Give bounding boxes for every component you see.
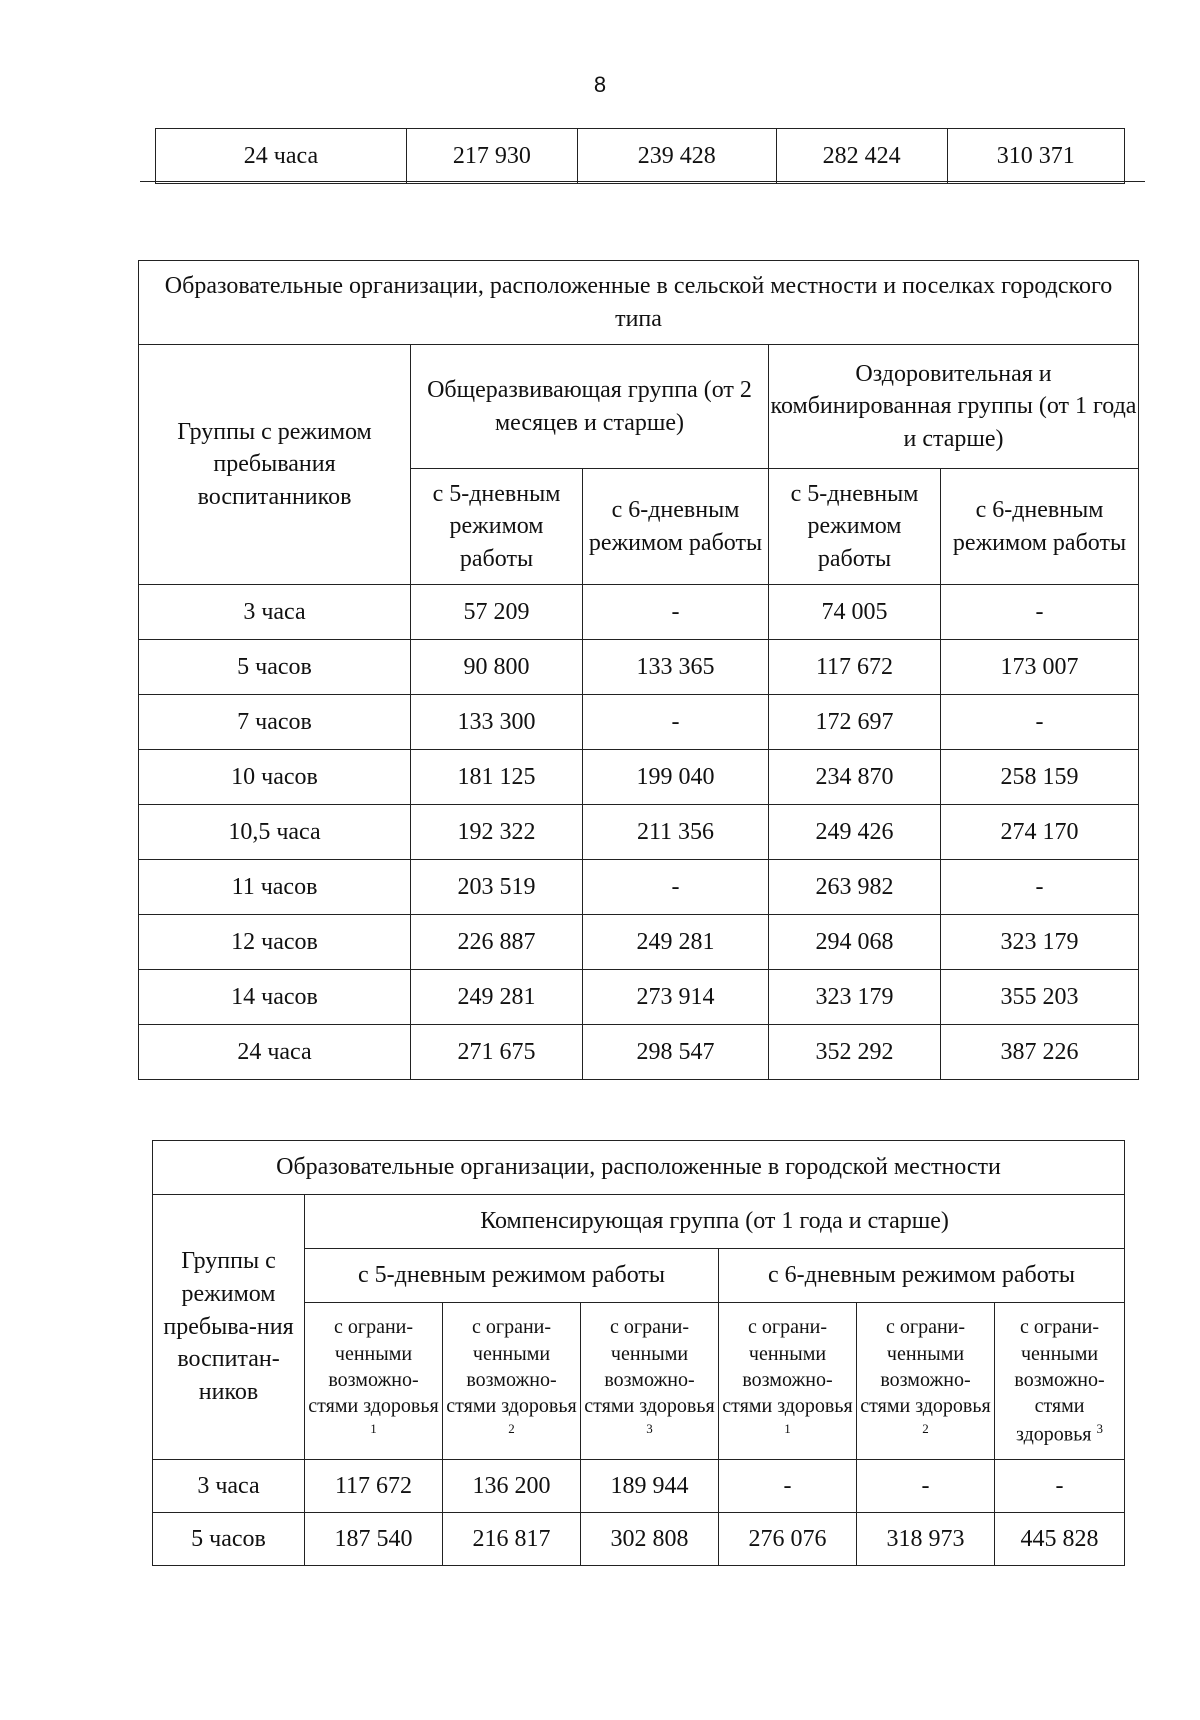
table-cell: 74 005: [769, 585, 941, 640]
footnote-mark: 2: [508, 1420, 515, 1436]
row-label: 7 часов: [139, 695, 411, 750]
sub-header: [719, 1303, 857, 1460]
mode-header: с 5-дневным режимом работы: [305, 1249, 719, 1303]
table-cell: 90 800: [411, 640, 583, 695]
table-cell: 323 179: [941, 915, 1139, 970]
table-cell: 226 887: [411, 915, 583, 970]
footnote-mark: 1: [370, 1420, 377, 1436]
footnote-mark: 1: [784, 1420, 791, 1436]
table-cell: -: [583, 860, 769, 915]
table-cell: 318 973: [857, 1513, 995, 1566]
table-cell: 274 170: [941, 805, 1139, 860]
table-cell: 172 697: [769, 695, 941, 750]
group-header: Общеразвивающая группа (от 2 месяцев и старше): [411, 345, 769, 469]
sub-header: [443, 1303, 581, 1460]
sub-header: с 6-дневным режимом работы: [583, 469, 769, 585]
row-label: 14 часов: [139, 970, 411, 1025]
table-cell: 217 930: [406, 129, 577, 184]
table-cell: -: [941, 860, 1139, 915]
table-cell: -: [995, 1460, 1125, 1513]
table-cell: 173 007: [941, 640, 1139, 695]
table-cell: 310 371: [947, 129, 1124, 184]
row-label: 10,5 часа: [139, 805, 411, 860]
group-header: Оздоровительная и комбинированная группы (от 1 года и старше): [769, 345, 1139, 469]
page-number: 8: [593, 72, 607, 97]
sub-header-label: с ограни-ченными возможно-стями здоровья: [722, 1316, 853, 1418]
table-row: [139, 585, 1139, 640]
table-cell: -: [719, 1460, 857, 1513]
row-label: 5 часов: [139, 640, 411, 695]
footnote-mark: 3: [646, 1420, 653, 1436]
table-cell: 271 675: [411, 1025, 583, 1080]
table-cell: 276 076: [719, 1513, 857, 1566]
table-cell: 199 040: [583, 750, 769, 805]
table-cell: 136 200: [443, 1460, 581, 1513]
table-urban: [152, 1140, 1125, 1566]
sub-header: [995, 1303, 1125, 1460]
table-cell: 239 428: [577, 129, 776, 184]
divider: [140, 181, 1145, 182]
sub-header: с 5-дневным режимом работы: [411, 469, 583, 585]
table-cell: 189 944: [581, 1460, 719, 1513]
table-cell: -: [941, 585, 1139, 640]
row-header: Группы с режимом пребывания воспитанников: [139, 345, 411, 585]
row-label: 3 часа: [153, 1460, 305, 1513]
table-cell: -: [857, 1460, 995, 1513]
sub-header-label: с ограни-ченными возможно-стями здоровья: [308, 1316, 439, 1418]
table-row: [156, 129, 1125, 184]
row-label: 11 часов: [139, 860, 411, 915]
table-cell: 352 292: [769, 1025, 941, 1080]
table-cell: 203 519: [411, 860, 583, 915]
table-cell: 294 068: [769, 915, 941, 970]
sub-header-label: с ограни-ченными возможно-стями здоровья: [584, 1316, 715, 1418]
sub-header-label: с ограни-ченными возможно-стями здоровья: [860, 1316, 991, 1418]
group-header: Компенсирующая группа (от 1 года и старше): [305, 1195, 1125, 1249]
table-row: [139, 695, 1139, 750]
table-cell: -: [941, 695, 1139, 750]
table-row: [139, 750, 1139, 805]
table-cell: 216 817: [443, 1513, 581, 1566]
sub-header: [581, 1303, 719, 1460]
table-cell: 187 540: [305, 1513, 443, 1566]
table-title: Образовательные организации, расположенные в городской местности: [153, 1141, 1125, 1195]
row-header: Группы с режимом пребыва-ния воспитан-ников: [153, 1195, 305, 1460]
table-cell: 117 672: [769, 640, 941, 695]
table-row: [139, 915, 1139, 970]
sub-header-label: с ограни-ченными возможно-стями здоровья: [1014, 1316, 1105, 1446]
table-row: [153, 1513, 1125, 1566]
row-label: 3 часа: [139, 585, 411, 640]
sub-header: с 6-дневным режимом работы: [941, 469, 1139, 585]
table-cell: 445 828: [995, 1513, 1125, 1566]
sub-header: [857, 1303, 995, 1460]
table-title: Образовательные организации, расположенные в сельской местности и поселках городского типа: [139, 261, 1139, 345]
row-label: 5 часов: [153, 1513, 305, 1566]
table-cell: -: [583, 695, 769, 750]
table-cell: 133 365: [583, 640, 769, 695]
table-cell: -: [583, 585, 769, 640]
table-cell: 249 426: [769, 805, 941, 860]
mode-header: с 6-дневным режимом работы: [719, 1249, 1125, 1303]
table-row: [139, 805, 1139, 860]
table-cell: 211 356: [583, 805, 769, 860]
table-continuation: [155, 128, 1125, 184]
footnote-mark: 2: [922, 1420, 929, 1436]
table-cell: 323 179: [769, 970, 941, 1025]
sub-header: [305, 1303, 443, 1460]
table-cell: 249 281: [583, 915, 769, 970]
table-cell: 192 322: [411, 805, 583, 860]
table-cell: 282 424: [776, 129, 947, 184]
table-cell: 273 914: [583, 970, 769, 1025]
table-row: [139, 1025, 1139, 1080]
table-cell: 133 300: [411, 695, 583, 750]
table-row: [153, 1460, 1125, 1513]
table-cell: 249 281: [411, 970, 583, 1025]
table-cell: 258 159: [941, 750, 1139, 805]
table-cell: 387 226: [941, 1025, 1139, 1080]
table-cell: 234 870: [769, 750, 941, 805]
table-cell: 181 125: [411, 750, 583, 805]
row-label: 24 часа: [139, 1025, 411, 1080]
footnote-mark: 3: [1096, 1420, 1104, 1436]
table-row: [139, 640, 1139, 695]
table-row: [139, 970, 1139, 1025]
table-cell: 24 часа: [156, 129, 407, 184]
table-cell: 355 203: [941, 970, 1139, 1025]
table-cell: 302 808: [581, 1513, 719, 1566]
sub-header: с 5-дневным режимом работы: [769, 469, 941, 585]
row-label: 10 часов: [139, 750, 411, 805]
table-cell: 57 209: [411, 585, 583, 640]
table-cell: 263 982: [769, 860, 941, 915]
row-label: 12 часов: [139, 915, 411, 970]
sub-header-label: с ограни-ченными возможно-стями здоровья: [446, 1316, 577, 1418]
table-cell: 298 547: [583, 1025, 769, 1080]
table-rural: [138, 260, 1139, 1080]
table-row: [139, 860, 1139, 915]
table-cell: 117 672: [305, 1460, 443, 1513]
